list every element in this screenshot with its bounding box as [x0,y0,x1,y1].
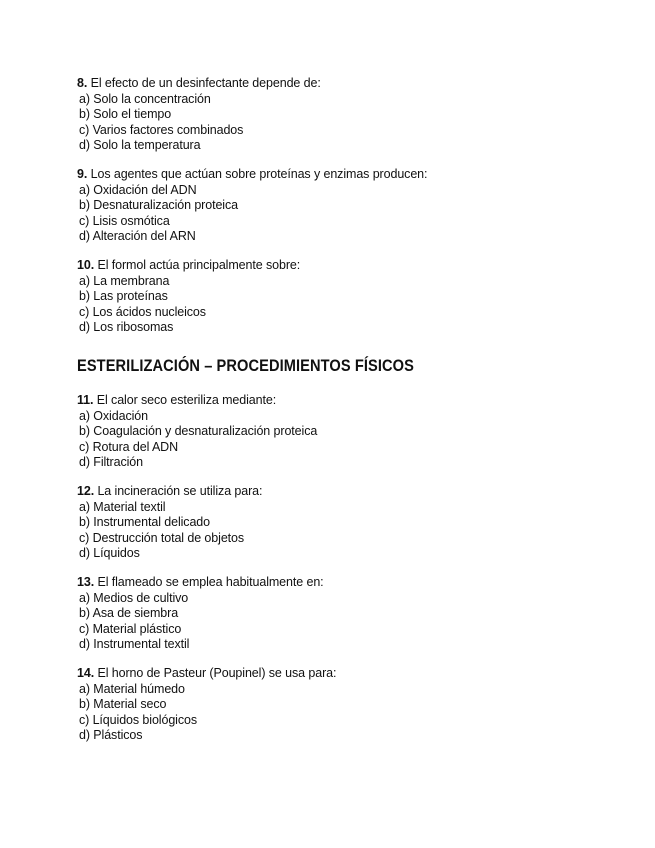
question-text: Los agentes que actúan sobre proteínas y enzimas producen: [90,167,428,181]
question-stem [77,484,637,500]
option-b: b) Instrumental delicado [79,515,211,530]
question-text: El calor seco esteriliza mediante: [96,393,277,407]
option-d: d) Filtración [79,455,143,470]
option-c: c) Los ácidos nucleicos [79,304,206,319]
option-c: c) Líquidos biológicos [79,712,198,727]
option-d: d) Líquidos [79,546,140,561]
option-c: c) Destrucción total de objetos [79,530,245,545]
question-text: El formol actúa principalmente sobre: [97,258,301,272]
question-stem [77,393,637,409]
question-10 [77,258,637,336]
option-a: a) Material textil [79,499,166,514]
question-stem [77,666,637,682]
question-text: El horno de Pasteur (Poupinel) se usa para: [97,666,337,680]
question-9 [77,167,637,245]
question-text: La incineración se utiliza para: [97,484,263,498]
option-a: a) Medios de cultivo [79,590,189,605]
option-a: a) Oxidación [79,408,148,423]
question-number: 10. [77,258,95,272]
option-b: b) Desnaturalización proteica [79,198,238,213]
option-d: d) Alteración del ARN [79,229,196,244]
question-12 [77,484,637,562]
option-c: c) Varios factores combinados [79,122,244,137]
option-b: b) Asa de siembra [79,606,179,621]
option-a: a) La membrana [79,273,170,288]
option-a: a) Solo la concentración [79,91,211,106]
option-c: c) Lisis osmótica [79,213,170,228]
option-b: b) Solo el tiempo [79,107,172,122]
option-b: b) Material seco [79,697,167,712]
option-a: a) Material húmedo [79,681,185,696]
question-number: 9. [77,167,88,181]
question-number: 8. [77,76,88,90]
question-text: El flameado se emplea habitualmente en: [97,575,324,589]
question-number: 14. [77,666,95,680]
option-b: b) Las proteínas [79,289,168,304]
question-number: 11. [77,393,94,407]
option-b: b) Coagulación y desnaturalización proteica [79,424,318,439]
option-d: d) Plásticos [79,728,143,743]
question-stem [77,575,637,591]
question-14 [77,666,637,744]
option-c: c) Rotura del ADN [79,439,179,454]
option-a: a) Oxidación del ADN [79,182,197,197]
option-d: d) Los ribosomas [79,320,174,335]
question-number: 12. [77,484,95,498]
option-d: d) Instrumental textil [79,637,190,652]
question-stem [77,167,637,183]
question-number: 13. [77,575,95,589]
section-heading: ESTERILIZACIÓN – PROCEDIMIENTOS FÍSICOS [77,356,414,375]
question-text: El efecto de un desinfectante depende de: [90,76,321,90]
question-stem [77,258,637,274]
option-d: d) Solo la temperatura [79,138,201,153]
option-c: c) Material plástico [79,621,182,636]
question-13 [77,575,637,653]
question-11 [77,393,637,471]
question-8 [77,76,637,154]
question-stem [77,76,637,92]
